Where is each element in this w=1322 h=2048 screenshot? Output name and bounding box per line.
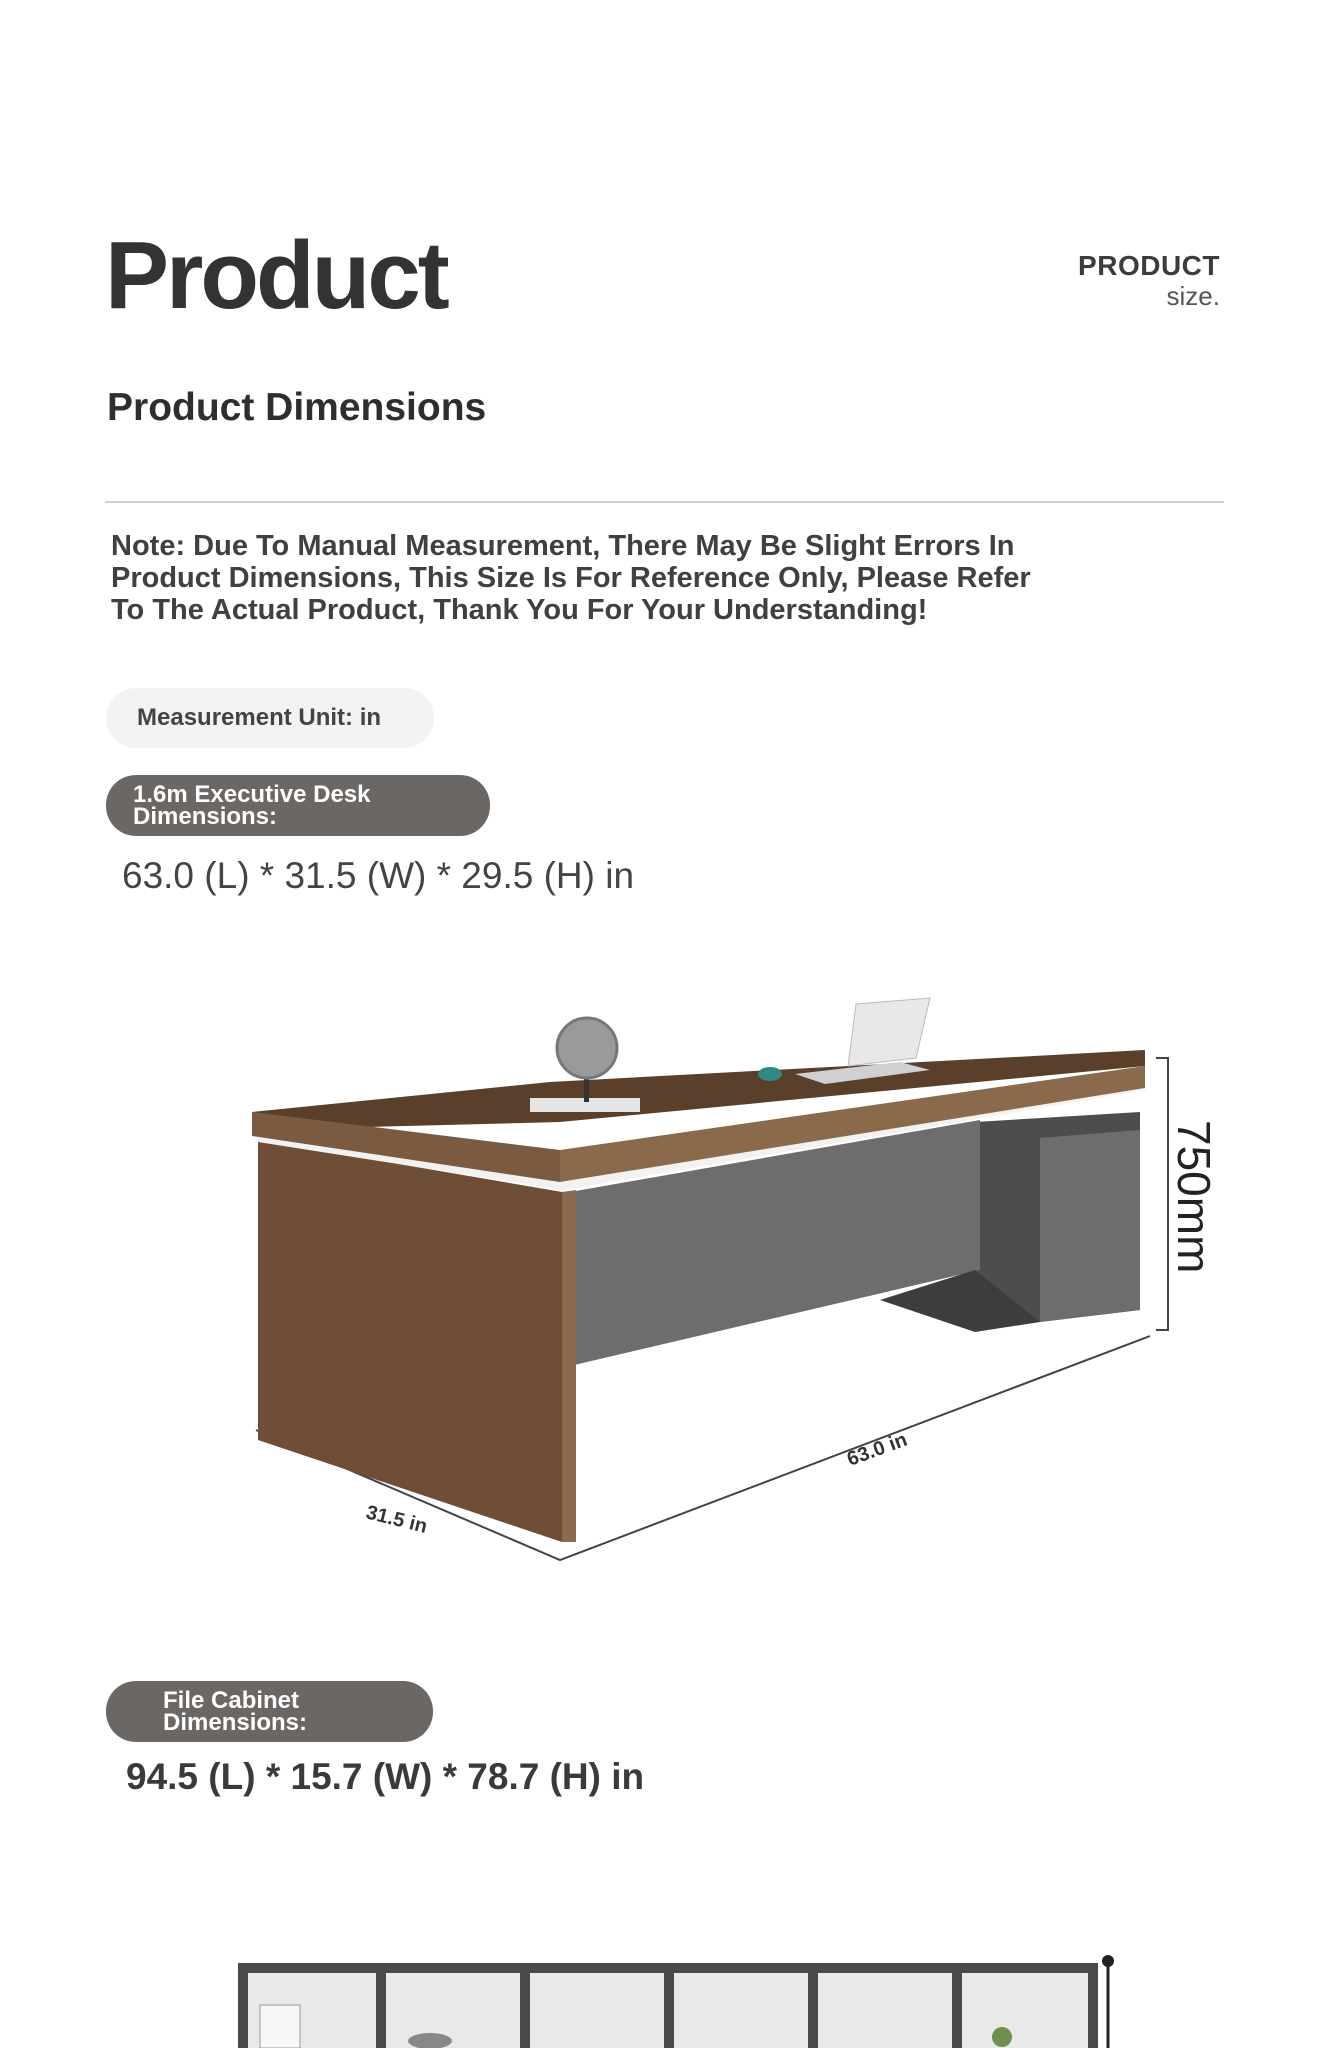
measurement-unit-pill (106, 688, 434, 748)
cabinet-dimensions-text: 94.5 (L) * 15.7 (W) * 78.7 (H) in (126, 1756, 645, 1797)
cabinet-cell (530, 1973, 664, 2048)
laptop-screen (848, 998, 930, 1066)
desk-badge-line2: Dimensions: (133, 802, 278, 830)
corner-label (1078, 250, 1220, 312)
section-title: Product Dimensions (107, 386, 487, 429)
desk-illustration (240, 970, 1220, 1570)
cabinet-badge-line1: File Cabinet (163, 1686, 300, 1714)
cup (758, 1067, 782, 1081)
desk-dimensions-text: 63.0 (L) * 31.5 (W) * 29.5 (H) in (122, 855, 635, 896)
desk-side-edge (562, 1190, 576, 1542)
desk-badge-line1: 1.6m Executive Desk (133, 780, 371, 808)
divider (105, 501, 1224, 503)
lamp-globe (557, 1018, 617, 1078)
desk-label-length: 63.0 in (844, 1428, 911, 1471)
measurement-note: Note: Due To Manual Measurement, There May Be Slight Errors In Product Dimensions, This Size Is For Reference Only, Please Refer To The Actual Product, Thank You For Your Understanding! (111, 530, 1031, 626)
desk-label-width: 31.5 in (363, 1501, 430, 1538)
desk-side-panel (258, 1140, 562, 1542)
cabinet-height-marker (1102, 1955, 1114, 1967)
hero-title: Product (105, 222, 447, 329)
cabinet-badge-line2: Dimensions: (163, 1708, 308, 1736)
cabinet-cell (386, 1973, 520, 2048)
desk-label-height: 750mm (1168, 1120, 1220, 1274)
measurement-unit-label: Measurement Unit: in (137, 704, 382, 731)
cabinet-plant (992, 2027, 1012, 2047)
cabinet-illustration (230, 1955, 1130, 2048)
desk-height-bracket (1156, 1058, 1168, 1330)
cabinet-cell (962, 1973, 1088, 2048)
cabinet-cell (674, 1973, 808, 2048)
cabinet-dimensions-badge (106, 1681, 433, 1742)
corner-label-line2: size. (1166, 281, 1220, 312)
corner-label-line1: PRODUCT (1078, 250, 1220, 281)
cabinet-cell (818, 1973, 952, 2048)
cabinet-books (260, 2005, 300, 2048)
desk-dimensions-badge (106, 775, 490, 836)
desk-pedestal-front (1040, 1130, 1140, 1322)
